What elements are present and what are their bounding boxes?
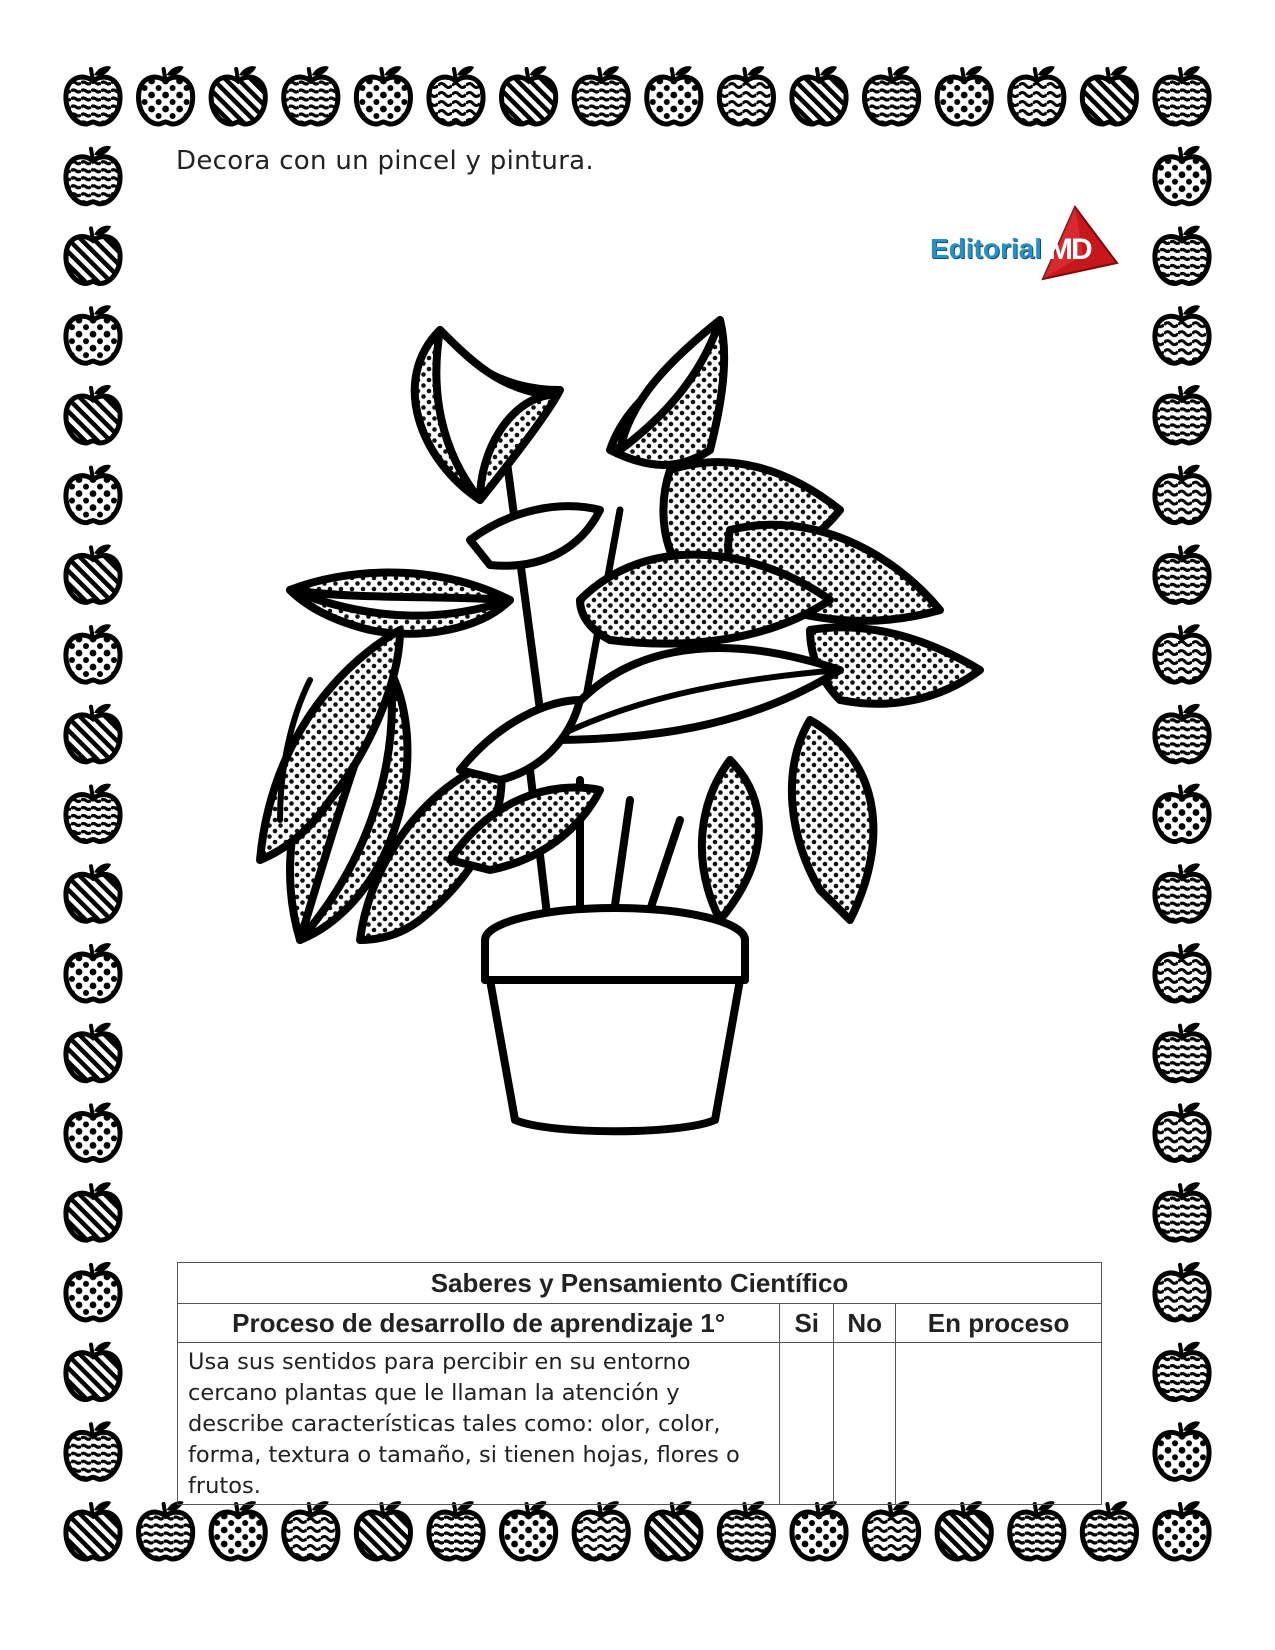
logo-mark-text: MD: [1048, 233, 1091, 266]
apple-icon: [719, 66, 773, 124]
apple-icon: [66, 1501, 120, 1559]
apple-icon: [865, 1501, 919, 1559]
apple-icon: [1155, 544, 1209, 602]
apple-icon: [429, 1501, 483, 1559]
apple-icon: [1010, 1501, 1064, 1559]
rubric-header-yes: Si: [780, 1304, 834, 1343]
apple-icon: [502, 66, 556, 124]
apple-icon: [647, 1501, 701, 1559]
apple-icon: [1155, 624, 1209, 682]
apple-icon: [1155, 1023, 1209, 1081]
apple-icon: [1155, 465, 1209, 523]
apple-icon: [66, 1342, 120, 1400]
apple-icon: [1155, 1501, 1209, 1559]
rubric-header-process: Proceso de desarrollo de aprendizaje 1°: [178, 1304, 780, 1343]
apple-icon: [66, 624, 120, 682]
apple-icon: [1155, 226, 1209, 284]
apple-icon: [937, 66, 991, 124]
rubric-description: Usa sus sentidos para percibir en su entorno cercano plantas que le llaman la atención y describe características tales como: olor, color, forma, textura o tamaño, si tienen hojas, flores o frutos.: [178, 1343, 780, 1505]
apple-icon: [66, 704, 120, 762]
apple-icon: [66, 146, 120, 204]
apple-icon: [211, 66, 265, 124]
apple-icon: [284, 66, 338, 124]
apple-icon: [66, 1182, 120, 1240]
rubric-check-in-progress[interactable]: [896, 1343, 1102, 1505]
rubric-header-no: No: [834, 1304, 896, 1343]
apple-icon: [1155, 146, 1209, 204]
table-row: [178, 1343, 1102, 1505]
apple-icon: [139, 66, 193, 124]
apple-icon: [66, 1421, 120, 1479]
apple-icon: [792, 1501, 846, 1559]
apple-icon: [139, 1501, 193, 1559]
apple-icon: [66, 465, 120, 523]
apple-icon: [1155, 1262, 1209, 1320]
apple-icon: [66, 1262, 120, 1320]
apple-icon: [1155, 784, 1209, 842]
apple-icon: [937, 1501, 991, 1559]
logo-text: Editorial: [930, 233, 1043, 264]
apple-icon: [1155, 1182, 1209, 1240]
apple-icon: [1155, 305, 1209, 363]
apple-icon: [1082, 1501, 1136, 1559]
apple-icon: [502, 1501, 556, 1559]
apple-icon: [1082, 66, 1136, 124]
apple-icon: [66, 305, 120, 363]
apple-icon: [1010, 66, 1064, 124]
apple-icon: [792, 66, 846, 124]
apple-icon: [66, 544, 120, 602]
potted-plant-icon: [250, 300, 1010, 1200]
apple-icon: [1155, 1103, 1209, 1161]
rubric-check-no[interactable]: [834, 1343, 896, 1505]
apple-icon: [1155, 943, 1209, 1001]
apple-icon: [284, 1501, 338, 1559]
apple-icon: [574, 1501, 628, 1559]
apple-icon: [865, 66, 919, 124]
apple-icon: [1155, 863, 1209, 921]
apple-icon: [1155, 66, 1209, 124]
apple-icon: [356, 66, 410, 124]
apple-icon: [1155, 1342, 1209, 1400]
apple-icon: [1155, 704, 1209, 762]
apple-icon: [429, 66, 483, 124]
apple-icon: [647, 66, 701, 124]
apple-icon: [66, 1103, 120, 1161]
apple-icon: [1155, 1421, 1209, 1479]
apple-icon: [66, 226, 120, 284]
apple-icon: [356, 1501, 410, 1559]
apple-icon: [211, 1501, 265, 1559]
apple-icon: [66, 863, 120, 921]
apple-icon: [574, 66, 628, 124]
rubric-header-in-progress: En proceso: [896, 1304, 1102, 1343]
instruction-text: Decora con un pincel y pintura.: [176, 146, 594, 176]
apple-icon: [1155, 385, 1209, 443]
editorial-logo: [930, 205, 1120, 285]
apple-icon: [66, 943, 120, 1001]
apple-icon: [719, 1501, 773, 1559]
apple-icon: [66, 784, 120, 842]
rubric-title: Saberes y Pensamiento Científico: [178, 1263, 1102, 1304]
evaluation-rubric: [177, 1262, 1102, 1505]
apple-icon: [66, 385, 120, 443]
rubric-check-yes[interactable]: [780, 1343, 834, 1505]
apple-icon: [66, 1023, 120, 1081]
apple-icon: [66, 66, 120, 124]
